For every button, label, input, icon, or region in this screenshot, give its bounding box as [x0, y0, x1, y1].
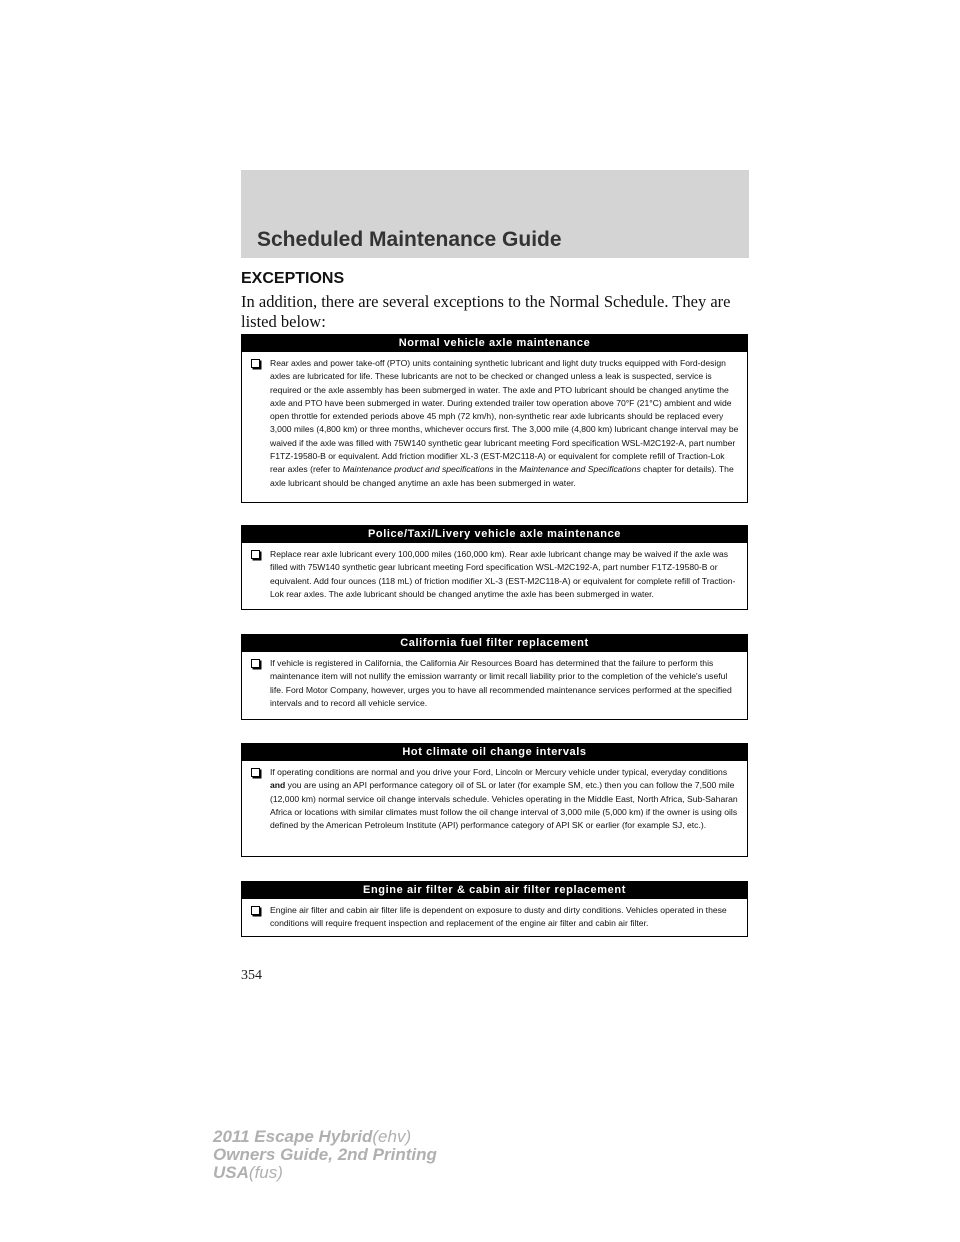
footer-line-2: Owners Guide, 2nd Printing [213, 1145, 437, 1164]
box-police-axle [241, 525, 748, 610]
footer-model-code: (ehv) [372, 1127, 412, 1146]
box-text: Engine air filter and cabin air filter life is dependent on exposure to dusty and dirty conditions. Vehicles operated in these conditions will require frequent inspection and replacement of the engine air filter and cabin air filter. [270, 905, 727, 929]
footer-market: USA [213, 1163, 249, 1182]
page-title: Scheduled Maintenance Guide [257, 228, 562, 251]
checkbox-icon [251, 659, 260, 668]
box-title: Police/Taxi/Livery vehicle axle maintenance [242, 526, 747, 543]
footer-model: 2011 Escape Hybrid [213, 1127, 373, 1146]
text-part: you are using an API performance category oil of SL or later (for example SM, etc.) then you can follow the 7,500 mile (12,000 km) normal service oil change intervals schedule. Vehicles operating in the Middle East, North Africa, Sub-Saharan Africa or locations with similar climates must follow the oil change interval of 3,000 mile (5,000 km) if the owner is using oils defined by the American Petroleum Institute (API) performance category of API SK or earlier (for example SJ, etc.). [270, 780, 738, 831]
text-part: If operating conditions are normal and you drive your Ford, Lincoln or Mercury vehicle under typical, everyday conditions [270, 767, 728, 777]
section-heading: EXCEPTIONS [241, 270, 345, 287]
box-text [270, 766, 739, 832]
header-band [241, 170, 749, 258]
text-part: Rear axles and power take-off (PTO) units containing synthetic lubricant and light duty trucks equipped with Ford-design axles are lubricated for life. These lubricants are not to be checked or changed unless a leak is suspected, service is required or the axle assembly has been submerged in water. The axle and PTO lubricant should be changed anytime the axle and PTO have been submerged in water. During extended trailer tow operation above 70°F (21°C) ambient and wide open throttle for extended periods above 45 mph (72 km/h), non-synthetic rear axle lubricants should be replaced every 3,000 miles (4,800 km) or three months, whichever occurs first. The 3,000 mile (4,800 km) lubricant change interval may be waived if the axle was filled with 75W140 synthetic gear lubricant meeting Ford specification WSL-M2C192-A, part number F1TZ-19580-B or equivalent. Add friction modifier XL-3 (EST-M2C118-A) or equivalent for complete refill of Traction-Lok rear axles (refer to [270, 358, 739, 475]
box-text [270, 357, 739, 490]
page-number: 354 [241, 968, 262, 983]
box-air-filter [241, 881, 748, 937]
box-title: California fuel filter replacement [242, 635, 747, 652]
text-part: chapter for details). The axle lubricant should be changed anytime an axle has been submerged in water. [270, 464, 734, 488]
box-normal-axle [241, 334, 748, 503]
italic-ref: Maintenance and Specifications [519, 464, 641, 475]
footer-line-1 [213, 1128, 437, 1146]
footer-market-code: (fus) [248, 1163, 283, 1182]
box-hot-climate [241, 743, 748, 857]
checkbox-icon [251, 906, 260, 915]
box-title: Hot climate oil change intervals [242, 744, 747, 761]
box-body [242, 352, 747, 496]
box-title: Normal vehicle axle maintenance [242, 335, 747, 352]
italic-ref: Maintenance product and specifications [342, 464, 494, 475]
box-california-filter [241, 634, 748, 720]
footer-imprint [213, 1128, 437, 1182]
checkbox-icon [251, 359, 260, 368]
box-body [242, 652, 747, 716]
checkbox-icon [251, 550, 260, 559]
bold-word: and [270, 780, 286, 791]
footer-line-3 [213, 1164, 437, 1182]
box-title: Engine air filter & cabin air filter replacement [242, 882, 747, 899]
checkbox-icon [251, 768, 260, 777]
box-text: If vehicle is registered in California, the California Air Resources Board has determined that the failure to perform this maintenance item will not nullify the emission warranty or limit recall liability prior to the completion of the vehicle's useful life. Ford Motor Company, however, urges you to have all recommended maintenance services performed at the specified intervals and to record all vehicle service. [270, 658, 732, 708]
box-text: Replace rear axle lubricant every 100,000 miles (160,000 km). Rear axle lubricant change may be waived if the axle was filled with 75W140 synthetic gear lubricant meeting Ford specification WSL-M2C192-A, part number F1TZ-19580-B or equivalent. Add four ounces (118 mL) of friction modifier XL-3 (EST-M2C118-A) or equivalent for complete refill of Traction-Lok rear axles. The axle lubricant should be changed anytime the axle has been submerged in water. [270, 549, 736, 599]
intro-paragraph: In addition, there are several exceptions to the Normal Schedule. They are listed below: [241, 292, 731, 331]
text-part: in the [495, 464, 517, 475]
box-body [242, 899, 747, 937]
box-body [242, 761, 747, 838]
box-body [242, 543, 747, 607]
